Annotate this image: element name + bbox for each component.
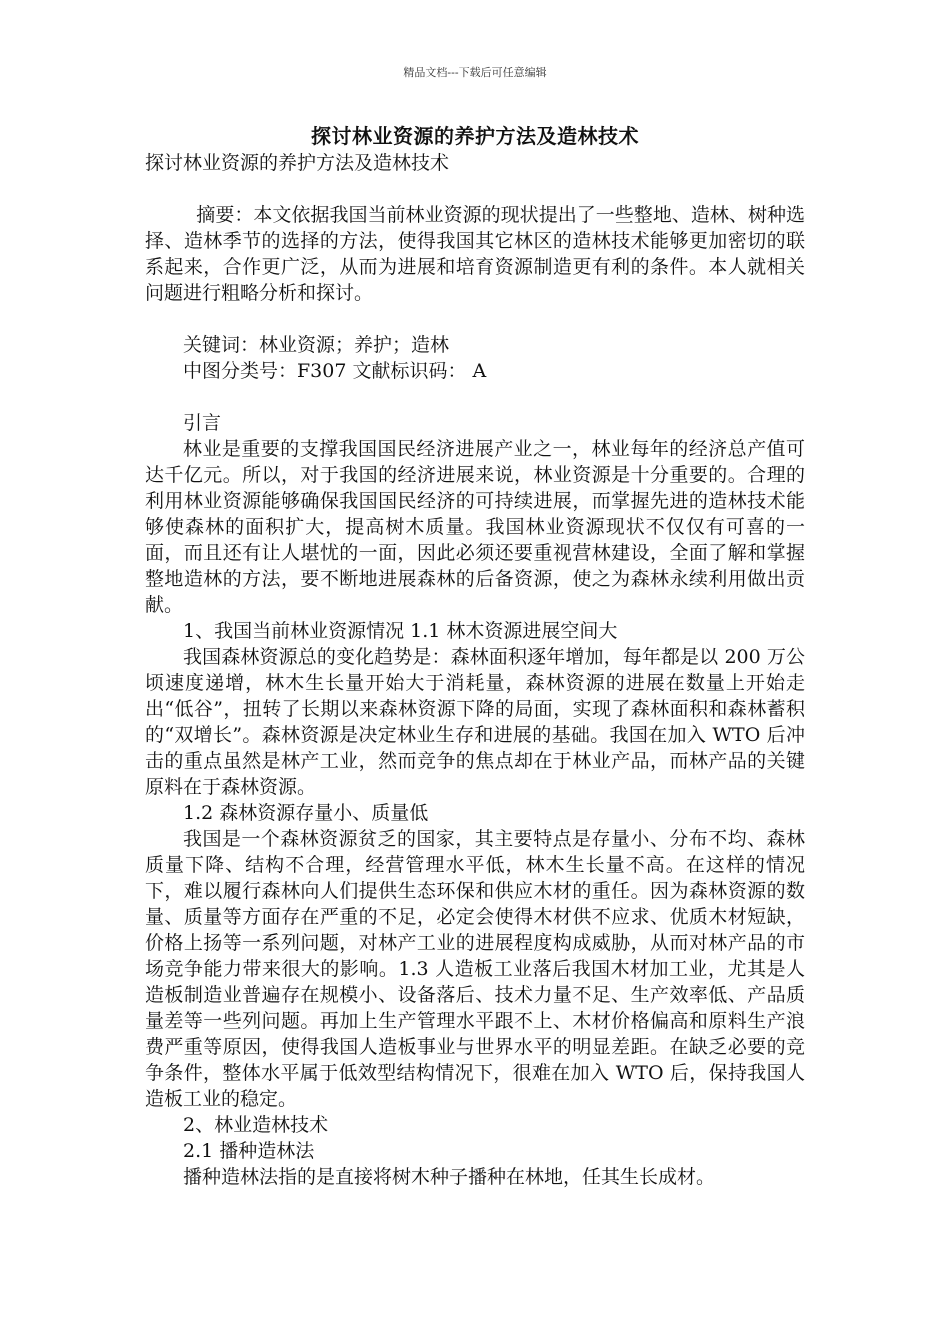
section-1-2-paragraph: 我国是一个森林资源贫乏的国家，其主要特点是存量小、分布不均、森林质量下降、结构不合理，经营管理水平低，林木生长量不高。在这样的情况下，难以履行森林向人们提供生态环保和供应木材的重任。因为森林资源的数量、质量等方面存在严重的不足，必定会使得木材供不应求、优质木材短缺，价格上扬等一系列问题，对林产工业的进展程度构成威胁，从而对林产品的市场竞争能力带来很大的影响。1.3 人造板工业落后我国木材加工业，尤其是人造板制造业普遍存在规模小、设备落后、技术力量不足、生产效率低、产品质量差等一些列问题。再加上生产管理水平跟不上、木材价格偏高和原料生产浪费严重等原因，使得我国人造板事业与世界水平的明显差距。在缺乏必要的竞争条件，整体水平属于低效型结构情况下，很难在加入 WTO 后，保持我国人造板工业的稳定。 <box>145 828 805 1110</box>
blank-line <box>145 384 805 410</box>
section-2-heading: 2、林业造林技术 <box>183 1114 329 1136</box>
section-2-1-heading: 2.1 播种造林法 <box>183 1140 315 1162</box>
classification-line: 中图分类号：F307 文献标识码： A <box>183 360 487 382</box>
blank-line <box>145 176 805 202</box>
section-1-heading: 1、我国当前林业资源情况 1.1 林木资源进展空间大 <box>183 620 618 642</box>
keywords-line: 关键词：林业资源；养护；造林 <box>183 334 450 356</box>
document-title: 探讨林业资源的养护方法及造林技术 <box>311 124 639 148</box>
intro-paragraph: 林业是重要的支撑我国国民经济进展产业之一，林业每年的经济总产值可达千亿元。所以，对于我国的经济进展来说，林业资源是十分重要的。合理的利用林业资源能够确保我国国民经济的可持续进展，而掌握先进的造林技术能够使森林的面积扩大，提高树木质量。我国林业资源现状不仅仅有可喜的一面，而且还有让人堪忧的一面，因此必须还要重视营林建设，全面了解和掌握整地造林的方法，要不断地进展森林的后备资源，使之为森林永续利用做出贡献。 <box>145 438 805 616</box>
blank-line <box>145 306 805 332</box>
document-subtitle: 探讨林业资源的养护方法及造林技术 <box>145 152 450 174</box>
document-body <box>145 150 805 1190</box>
section-2-1-paragraph: 播种造林法指的是直接将树木种子播种在林地，任其生长成材。 <box>183 1166 716 1188</box>
section-1-paragraph: 我国森林资源总的变化趋势是：森林面积逐年增加，每年都是以 200 万公顷速度递增，林木生长量开始大于消耗量，森林资源的进展在数量上开始走出“低谷”，扭转了长期以来森林资源下降的局面，实现了森林面积和森林蓄积的“双增长”。森林资源是决定林业生存和进展的基础。我国在加入 WTO 后冲击的重点虽然是林产工业，然而竞争的焦点却在于林业产品，而林产品的关键原料在于森林资源。 <box>145 646 805 798</box>
abstract-paragraph: 摘要：本文依据我国当前林业资源的现状提出了一些整地、造林、树种选择、造林季节的选择的方法，使得我国其它林区的造林技术能够更加密切的联系起来，合作更广泛，从而为进展和培育资源制造更有利的条件。本人就相关问题进行粗略分析和探讨。 <box>145 204 805 304</box>
section-1-2-heading: 1.2 森林资源存量小、质量低 <box>183 802 429 824</box>
intro-heading: 引言 <box>183 412 222 434</box>
page-header-banner: 精品文档---下载后可任意编辑 <box>403 66 547 79</box>
